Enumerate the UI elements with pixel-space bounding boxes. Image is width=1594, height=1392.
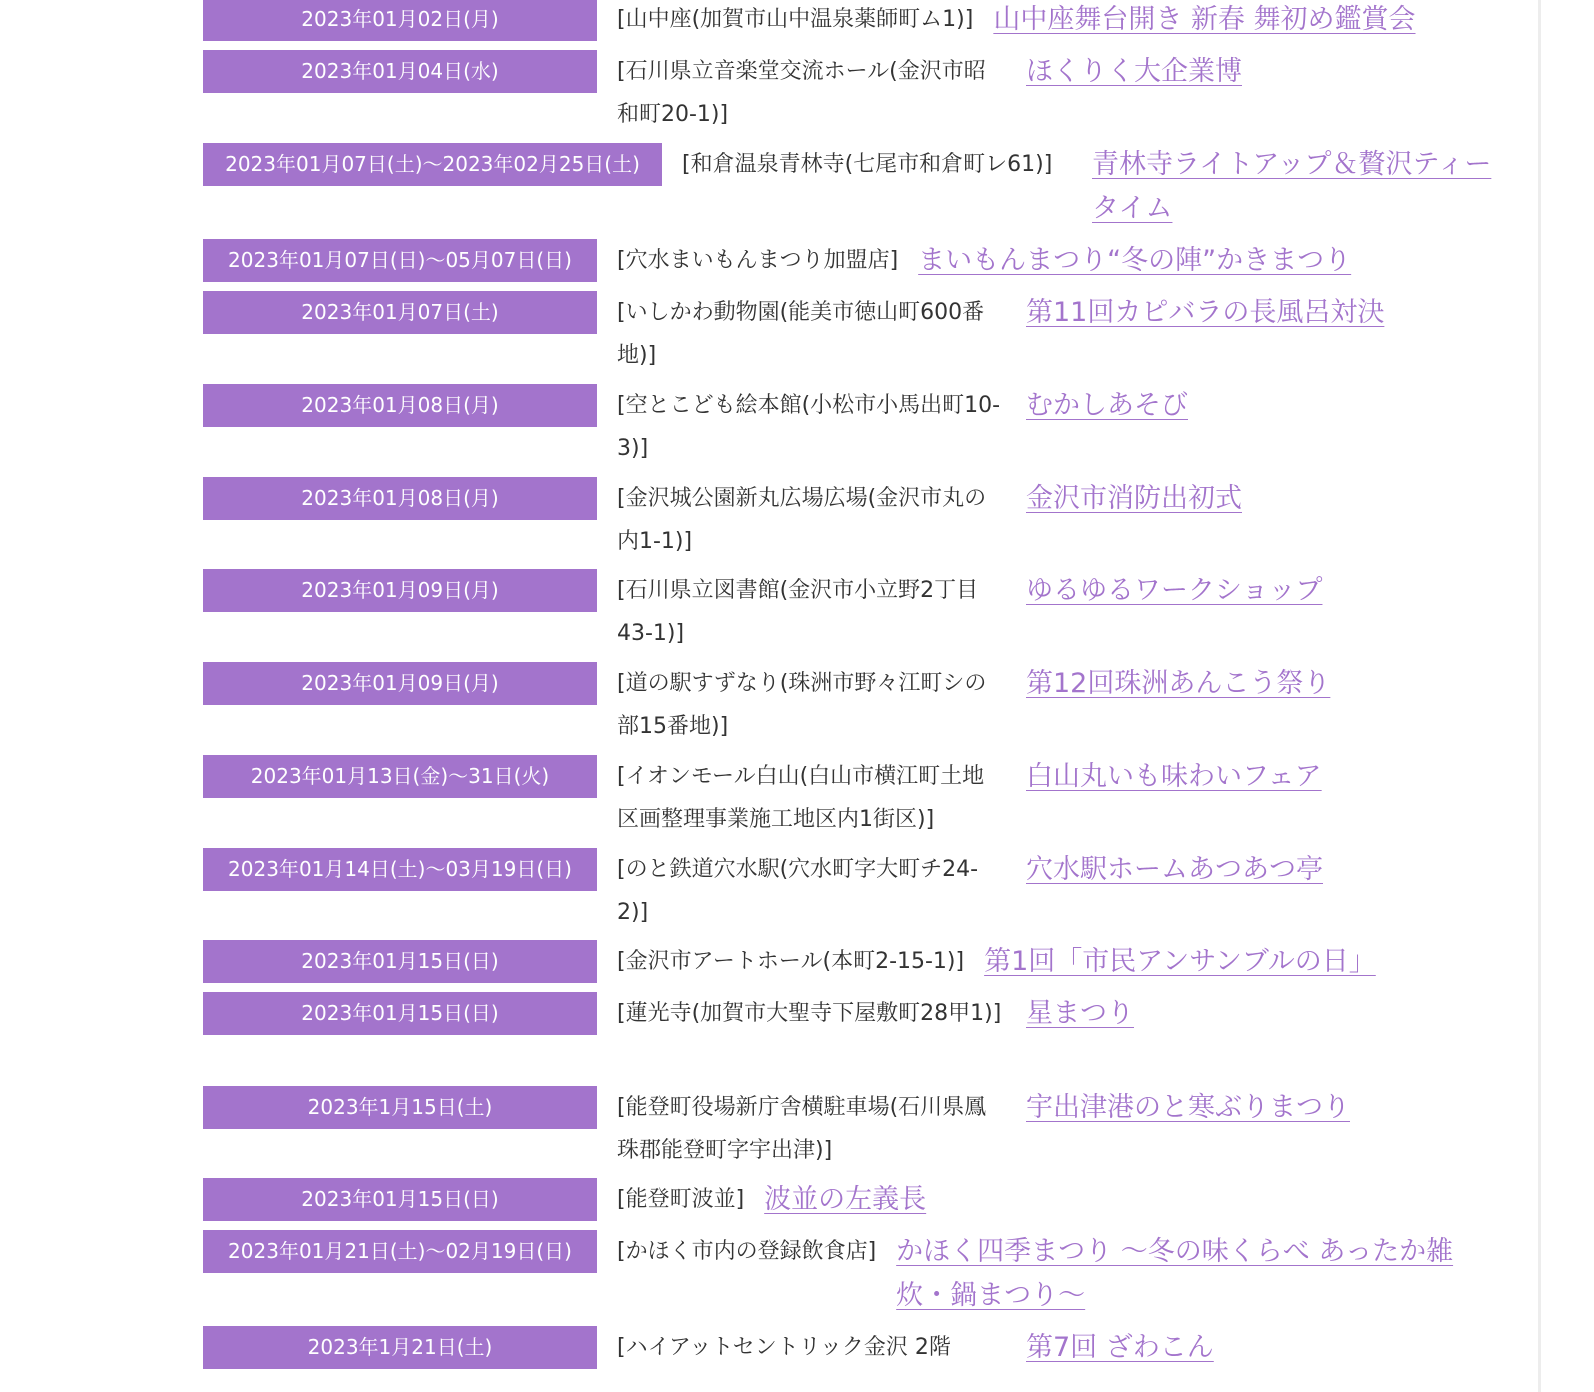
event-venue: [道の駅すずなり(珠洲市野々江町シの部15番地)] — [617, 671, 987, 739]
event-date-badge: 2023年01月09日(月) — [203, 569, 597, 612]
event-link[interactable]: 白山丸いも味わいフェア — [1026, 761, 1322, 792]
event-row — [203, 0, 1416, 42]
event-link[interactable]: 青林寺ライトアップ＆贅沢ティータイム — [1092, 149, 1492, 224]
event-row — [203, 940, 1376, 984]
event-date-badge: 2023年01月07日(日)～05月07日(日) — [203, 239, 597, 282]
event-venue: [蓮光寺(加賀市大聖寺下屋敷町28甲1)] — [617, 1001, 1002, 1026]
event-date-badge: 2023年01月07日(土)～2023年02月25日(土) — [203, 143, 662, 186]
event-row — [203, 1230, 1486, 1318]
event-date-badge: 2023年01月15日(日) — [203, 992, 597, 1035]
event-row — [203, 1326, 1214, 1370]
event-venue: [石川県立音楽堂交流ホール(金沢市昭和町20-1)] — [617, 59, 986, 127]
event-link[interactable]: ゆるゆるワークショップ — [1026, 575, 1323, 606]
event-row — [203, 143, 1510, 231]
event-row — [203, 569, 1322, 655]
event-link[interactable]: 金沢市消防出初式 — [1026, 483, 1242, 514]
event-date-badge: 2023年01月14日(土)～03月19日(日) — [203, 848, 597, 891]
event-link[interactable]: かほく四季まつり ～冬の味くらべ あったか雑炊・鍋まつり～ — [896, 1236, 1454, 1311]
event-date-badge: 2023年01月02日(月) — [203, 0, 597, 41]
event-venue: [イオンモール白山(白山市横江町土地区画整理事業施工地区内1街区)] — [617, 764, 985, 832]
page-edge-divider — [1538, 0, 1541, 1392]
event-link[interactable]: 第12回珠洲あんこう祭り — [1026, 668, 1331, 699]
event-date-badge: 2023年01月09日(月) — [203, 662, 597, 705]
event-venue: [いしかわ動物園(能美市徳山町600番地)] — [617, 300, 985, 368]
event-venue: [空とこども絵本館(小松市小馬出町10-3)] — [617, 393, 1001, 461]
event-link[interactable]: 星まつり — [1026, 998, 1134, 1029]
event-link[interactable]: むかしあそび — [1026, 390, 1188, 421]
event-venue: [山中座(加賀市山中温泉薬師町ム1)] — [617, 7, 974, 32]
event-link[interactable]: まいもんまつり“冬の陣”かきまつり — [918, 245, 1352, 276]
event-date-badge: 2023年01月13日(金)～31日(火) — [203, 755, 597, 798]
event-venue: [金沢城公園新丸広場広場(金沢市丸の内1-1)] — [617, 486, 987, 554]
event-date-badge: 2023年01月07日(土) — [203, 291, 597, 334]
event-venue: [穴水まいもんまつり加盟店] — [617, 248, 899, 273]
event-row — [203, 662, 1330, 748]
event-venue: [かほく市内の登録飲食店] — [617, 1239, 877, 1264]
event-row — [203, 755, 1322, 841]
event-row — [203, 50, 1242, 136]
event-link[interactable]: 第7回 ざわこん — [1026, 1332, 1214, 1363]
event-venue: [能登町役場新庁舎横駐車場(石川県鳳珠郡能登町字宇出津)] — [617, 1095, 987, 1163]
event-venue: [石川県立図書館(金沢市小立野2丁目43-1)] — [617, 578, 979, 646]
event-row — [203, 477, 1242, 563]
event-date-badge: 2023年01月08日(月) — [203, 477, 597, 520]
event-link[interactable]: 波並の左義長 — [764, 1184, 927, 1215]
event-link[interactable]: 山中座舞台開き 新春 舞初め鑑賞会 — [993, 4, 1416, 35]
event-date-badge: 2023年1月15日(土) — [203, 1086, 597, 1129]
event-row — [203, 1086, 1350, 1172]
event-date-badge: 2023年01月15日(日) — [203, 1178, 597, 1221]
event-venue: [金沢市アートホール(本町2-15-1)] — [617, 949, 965, 974]
event-venue: [能登町波並] — [617, 1187, 745, 1212]
event-link[interactable]: 第11回カピバラの長風呂対決 — [1026, 297, 1385, 328]
event-row — [203, 384, 1188, 470]
event-link[interactable]: 穴水駅ホームあつあつ亭 — [1026, 854, 1323, 885]
event-date-badge: 2023年1月21日(土) — [203, 1326, 597, 1369]
event-date-badge: 2023年01月08日(月) — [203, 384, 597, 427]
event-row — [203, 848, 1323, 934]
event-row — [203, 291, 1384, 377]
event-date-badge: 2023年01月15日(日) — [203, 940, 597, 983]
event-venue: [のと鉄道穴水駅(穴水町字大町チ24-2)] — [617, 857, 979, 925]
event-date-badge: 2023年01月04日(水) — [203, 50, 597, 93]
event-row — [203, 239, 1351, 283]
event-row — [203, 1178, 926, 1222]
event-venue: [ハイアットセントリック金沢 2階 — [617, 1335, 951, 1360]
event-venue: [和倉温泉青林寺(七尾市和倉町レ61)] — [682, 152, 1053, 177]
event-date-badge: 2023年01月21日(土)～02月19日(日) — [203, 1230, 597, 1273]
event-link[interactable]: 第1回「市民アンサンブルの日」 — [984, 946, 1376, 977]
event-row — [203, 992, 1134, 1036]
event-link[interactable]: ほくりく大企業博 — [1026, 56, 1242, 87]
event-link[interactable]: 宇出津港のと寒ぶりまつり — [1026, 1092, 1350, 1123]
